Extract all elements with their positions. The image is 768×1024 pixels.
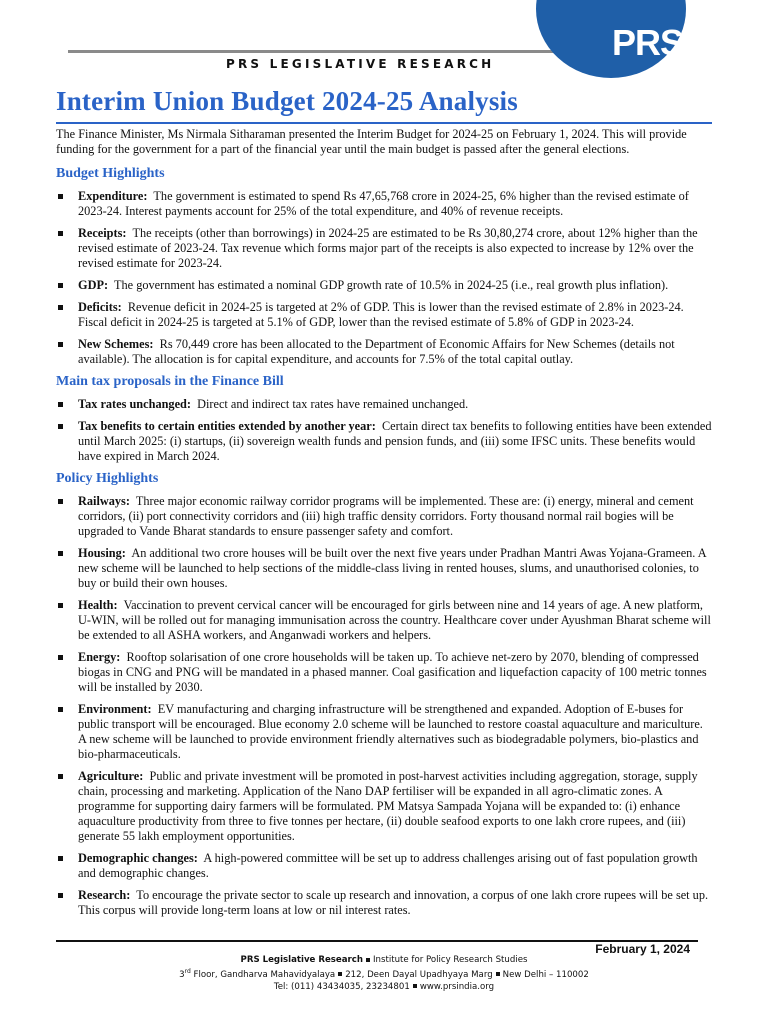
footer-street: 212, Deen Dayal Upadhyaya Marg: [345, 969, 493, 980]
list-item: [56, 888, 712, 918]
item-text: Public and private investment will be promoted in post-harvest activities including aggregation, storage, supply chain, processing and marketing. Application of the Nano DAP fertiliser will be expanded in all agro-climatic zones. A programme for supporting dairy farmers will be formulated. PM Matsya Sampada Yojana will be expanded to: (i) enhance aquaculture productivity from three to five tonnes per hectare, (ii) double seafood exports to one lakh crore rupees, and (iii) generate 55 lakh employment opportunities.: [78, 769, 698, 843]
section-heading-tax-proposals: Main tax proposals in the Finance Bill: [56, 374, 284, 389]
prs-logo: PRS: [612, 22, 684, 63]
item-text: EV manufacturing and charging infrastructure will be strengthened and expanded. Adoption of E-buses for public transport will be encouraged. Blue economy 2.0 scheme will be launched to restore coastal aquaculture and mariculture. A new scheme will be launched to provide environment friendly alternatives such as biodegradable polymers, bio-plastics and bio-pharmaceuticals.: [78, 702, 703, 761]
item-text: Three major economic railway corridor programs will be implemented. These are: (i) energy, mineral and cement corridors, (ii) port connectivity corridors and (iii) high traffic density corridors. Forty thousand normal rail bogies will be upgraded to Vande Bharat standards to ensure passenger safety and comfort.: [78, 494, 694, 538]
footer-website-link[interactable]: www.prsindia.org: [419, 981, 495, 992]
list-item: [56, 494, 712, 539]
item-text: Vaccination to prevent cervical cancer will be encouraged for girls between nine and 14 years of age. A new platform, U-WIN, will be rolled out for managing immunisation across the country. Healthcare cover under Ayushman Bharat scheme will be extended to all ASHA workers, and Anganwadi workers and helpers.: [78, 598, 711, 642]
footer-address-line: [0, 966, 768, 981]
list-item: [56, 702, 712, 762]
footer-org-line: [0, 954, 768, 966]
list-item: [56, 419, 712, 464]
item-text: A high-powered committee will be set up to address challenges arising out of fast population growth and demographic changes.: [78, 851, 698, 880]
item-label: Deficits:: [78, 300, 122, 314]
item-text: The government has estimated a nominal GDP growth rate of 10.5% in 2024-25 (i.e., real growth plus inflation).: [114, 278, 669, 292]
header-line: [68, 50, 598, 53]
footer-phone: Tel: (011) 43434035, 23234801: [273, 981, 410, 992]
list-item: [56, 189, 712, 219]
list-item: [56, 851, 712, 881]
list-item: [56, 650, 712, 695]
list-item: [56, 300, 712, 330]
list-item: [56, 278, 712, 293]
footer-floor-number: 3: [179, 969, 185, 980]
item-text: Certain direct tax benefits to following entities have been extended until March 2025: (i) startups, (ii) sovereign wealth funds and pension funds, and (iii) some IFSC units. These benefits would have expired in March 2024.: [78, 419, 712, 463]
footer-institute: Institute for Policy Research Studies: [373, 955, 528, 965]
item-label: New Schemes:: [78, 337, 154, 351]
item-label: Housing:: [78, 546, 126, 560]
section-heading-policy-highlights: Policy Highlights: [56, 471, 159, 486]
item-label: Railways:: [78, 494, 130, 508]
list-item: [56, 226, 712, 271]
list-item: [56, 546, 712, 591]
page-header: [0, 0, 768, 88]
footer-floor-suffix: rd: [184, 968, 191, 975]
item-text: Rooftop solarisation of one crore households will be taken up. To achieve net-zero by 2070, blending of compressed biogas in CNG and PNG will be mandated in a phased manner. Coal gasification and liquefaction capacity of 100 metric tonnes will be installed by 2030.: [78, 650, 707, 694]
separator-square-icon: [496, 972, 500, 976]
item-label: Agriculture:: [78, 769, 144, 783]
item-label: Energy:: [78, 650, 121, 664]
item-label: GDP:: [78, 278, 109, 292]
org-name: PRS LEGISLATIVE RESEARCH: [226, 57, 495, 71]
item-label: Tax rates unchanged:: [78, 397, 191, 411]
list-item: [56, 397, 712, 412]
section-heading-budget-highlights: Budget Highlights: [56, 166, 165, 181]
footer-date: February 1, 2024: [595, 942, 690, 956]
item-label: Environment:: [78, 702, 152, 716]
item-text: The government is estimated to spend Rs 47,65,768 crore in 2024-25, 6% higher than the revised estimate of 2023-24. Interest payments account for 25% of the total expenditure, and 40% of revenue receipts.: [78, 189, 689, 218]
intro-paragraph: The Finance Minister, Ms Nirmala Sitharaman presented the Interim Budget for 2024-25 on February 1, 2024. This will provide funding for the government for a part of the financial year until the main budget is passed after the general elections.: [56, 127, 687, 156]
item-label: Tax benefits to certain entities extended by another year:: [78, 419, 376, 433]
footer-org-name: PRS Legislative Research: [240, 955, 364, 965]
separator-square-icon: [366, 958, 370, 962]
list-item: [56, 337, 712, 367]
item-label: Demographic changes:: [78, 851, 198, 865]
item-text: The receipts (other than borrowings) in 2024-25 are estimated to be Rs 30,80,274 crore, about 12% higher than the revised estimate of 2023-24. Tax revenue which forms major part of the receipts is also expected to increase by 12% over the revised estimate for 2023-24.: [78, 226, 698, 270]
item-label: Health:: [78, 598, 118, 612]
footer-building: Floor, Gandharva Mahavidyalaya: [190, 969, 336, 980]
policy-highlights-list: [56, 494, 712, 918]
footer-city: New Delhi – 110002: [502, 969, 589, 980]
item-text: Rs 70,449 crore has been allocated to the Department of Economic Affairs for New Schemes (details not available). The allocation is for capital expenditure, and accounts for 7.5% of the total capital outlay.: [78, 337, 675, 366]
footer-contact-line: [0, 981, 768, 993]
item-text: Revenue deficit in 2024-25 is targeted at 2% of GDP. This is lower than the revised estimate of 2.8% in 2023-24. Fiscal deficit in 2024-25 is targeted at 5.1% of GDP, lower than the revised estimate of 5.8% of GDP in 2023-24.: [78, 300, 684, 329]
separator-square-icon: [338, 972, 342, 976]
page-title: Interim Union Budget 2024-25 Analysis: [56, 86, 518, 116]
item-label: Expenditure:: [78, 189, 148, 203]
budget-highlights-list: [56, 189, 712, 367]
tax-proposals-list: [56, 397, 712, 464]
separator-square-icon: [413, 984, 417, 988]
list-item: [56, 598, 712, 643]
title-rule: [56, 122, 712, 124]
page-footer: [0, 954, 768, 993]
item-text: An additional two crore houses will be built over the next five years under Pradhan Mantri Awas Yojana-Grameen. A new scheme will be launched to help sections of the middle-class living in rented houses, slums, and unauthorised colonies, to buy or build their own houses.: [78, 546, 706, 590]
item-text: Direct and indirect tax rates have remained unchanged.: [197, 397, 469, 411]
item-label: Research:: [78, 888, 131, 902]
document-body: [56, 127, 712, 925]
list-item: [56, 769, 712, 844]
item-label: Receipts:: [78, 226, 127, 240]
item-text: To encourage the private sector to scale up research and innovation, a corpus of one lakh crore rupees will be set up. This corpus will provide long-term loans at low or nil interest rates.: [78, 888, 709, 917]
